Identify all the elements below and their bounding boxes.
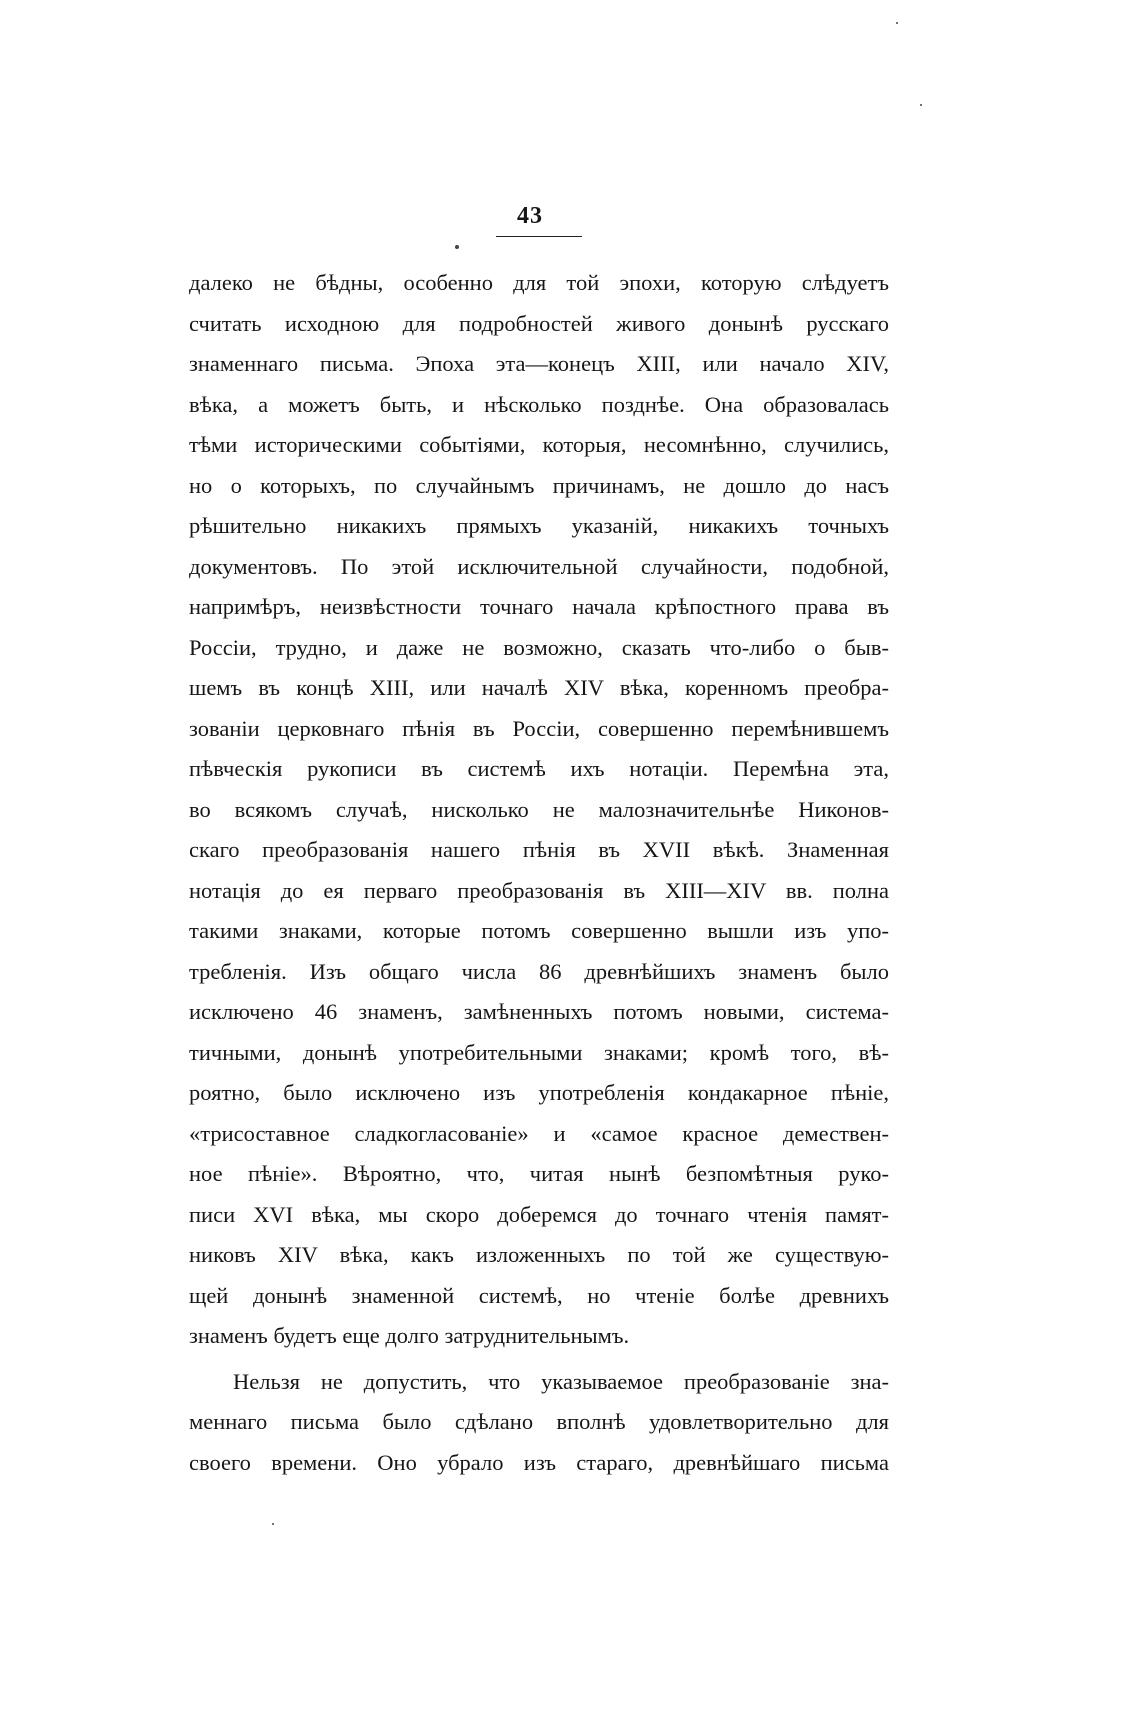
text-line: нотація до ея перваго преобразованія въ XIII—XIV вв. полна <box>189 877 889 903</box>
text-line: щей донынѣ знаменной системѣ, но чтеніе болѣе древнихъ <box>189 1282 889 1308</box>
text-line: шемъ въ концѣ XIII, или началѣ XIV вѣка, коренномъ преобра- <box>189 675 889 700</box>
text-line: роятно, было исключено изъ употребленія кондакарное пѣніе, <box>189 1080 889 1105</box>
text-line: «трисоставное сладкогласованіе» и «самое красное демествен- <box>189 1120 889 1146</box>
text-line: далеко не бѣдны, особенно для той эпохи, которую слѣдуетъ <box>189 270 889 295</box>
ink-speck <box>272 1523 274 1525</box>
text-line: напримѣръ, неизвѣстности точнаго начала крѣпостного права въ <box>189 594 889 619</box>
text-line: тичными, донынѣ употребительными знаками; кромѣ того, вѣ- <box>189 1039 889 1065</box>
text-line: никовъ XIV вѣка, какъ изложенныхъ по той же существую- <box>189 1242 889 1267</box>
text-line: исключено 46 знаменъ, замѣненныхъ потомъ новыми, система- <box>189 999 889 1024</box>
paragraph <box>189 263 889 1357</box>
text-line: скаго преобразованія нашего пѣнія въ XVII вѣкѣ. Знаменная <box>189 837 889 862</box>
text-line: документовъ. По этой исключительной случайности, подобной, <box>189 553 889 579</box>
text-line: во всякомъ случаѣ, нисколько не малозначительнѣе Никонов- <box>189 796 889 822</box>
ink-speck <box>455 245 459 249</box>
text-line: Россіи, трудно, и даже не возможно, сказать что-либо о быв- <box>189 634 889 660</box>
page-number: 43 <box>517 203 543 229</box>
text-line: ное пѣніе». Вѣроятно, что, читая нынѣ безпомѣтныя руко- <box>189 1161 889 1186</box>
text-line: своего времени. Оно убрало изъ стараго, древнѣйшаго письма <box>189 1449 889 1475</box>
text-line: писи XVI вѣка, мы скоро доберемся до точнаго чтенія памят- <box>189 1201 889 1227</box>
text-line: меннаго письма было сдѣлано вполнѣ удовлетворительно для <box>189 1409 889 1434</box>
text-line: вѣка, а можетъ быть, и нѣсколько позднѣе. Она образовалась <box>189 391 889 417</box>
text-line: зованіи церковнаго пѣнія въ Россіи, совершенно перемѣнившемъ <box>189 715 889 741</box>
paragraph <box>189 1362 889 1484</box>
ink-speck <box>920 104 922 106</box>
text-line: требленія. Изъ общаго числа 86 древнѣйшихъ знаменъ было <box>189 958 889 984</box>
text-line: Нельзя не допустить, что указываемое преобразованіе зна- <box>233 1368 889 1394</box>
text-line: знаменъ будетъ еще долго затруднительнымъ. <box>189 1323 630 1348</box>
ink-speck <box>896 22 898 24</box>
header-rule <box>496 236 582 237</box>
body-text <box>189 263 889 1483</box>
text-line: считать исходною для подробностей живого донынѣ русскаго <box>189 310 889 336</box>
text-line: но о которыхъ, по случайнымъ причинамъ, не дошло до насъ <box>189 472 889 498</box>
text-line: тѣми историческими событіями, которыя, несомнѣнно, случились, <box>189 432 889 457</box>
text-line: пѣвческія рукописи въ системѣ ихъ нотаціи. Перемѣна эта, <box>189 756 889 781</box>
text-line: такими знаками, которые потомъ совершенно вышли изъ упо- <box>189 918 889 943</box>
text-line: рѣшительно никакихъ прямыхъ указаній, никакихъ точныхъ <box>189 513 889 538</box>
text-line: знаменнаго письма. Эпоха эта—конецъ XIII, или начало XIV, <box>189 351 889 376</box>
